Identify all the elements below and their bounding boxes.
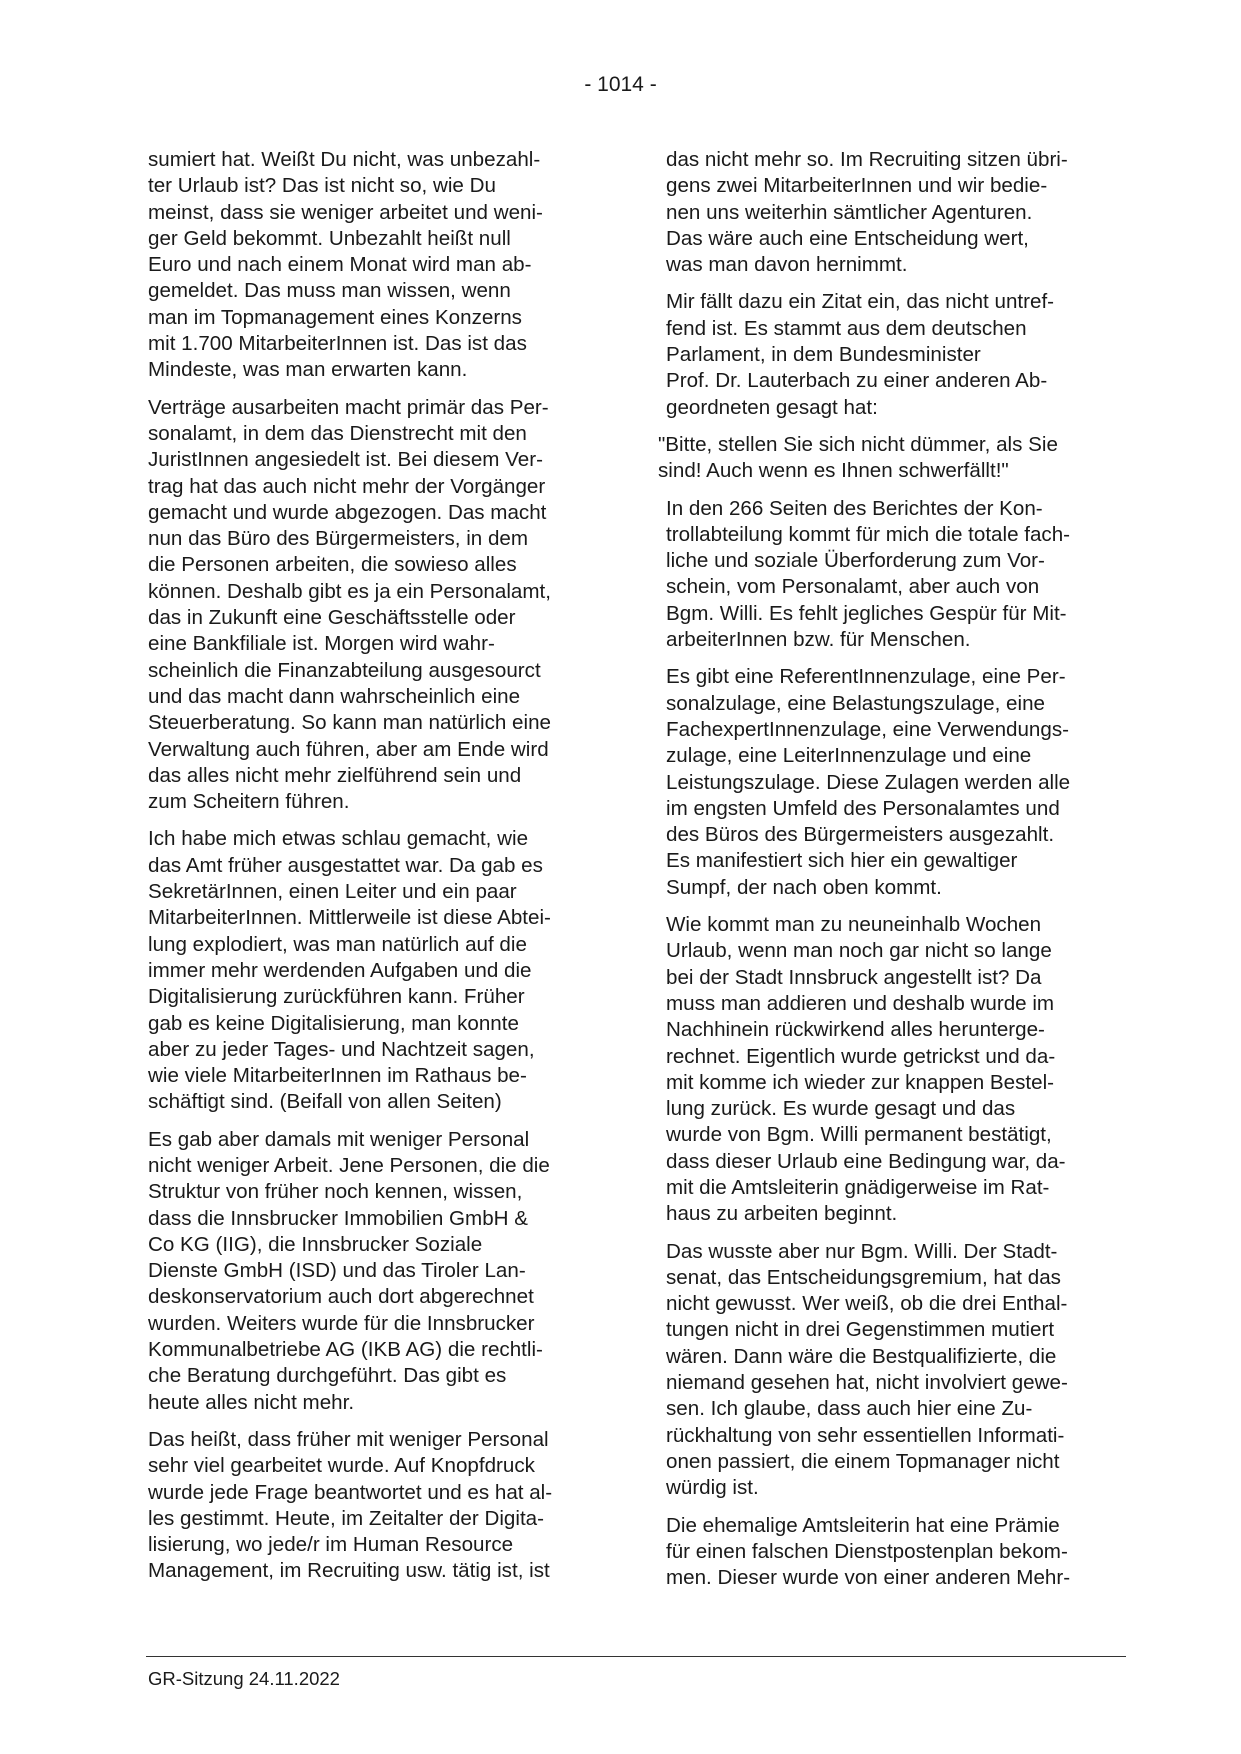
footer-divider — [146, 1656, 1126, 1657]
quotation: "Bitte, stellen Sie sich nicht dümmer, als Sie sind! Auch wenn es Ihnen schwerfällt!" — [658, 432, 1058, 483]
page-number: - 1014 - — [584, 73, 657, 96]
footer-session-date: GR-Sitzung 24.11.2022 — [148, 1668, 340, 1689]
paragraph: In den 266 Seiten des Berichtes der Kon- trollabteilung kommt für mich die totale fach- liche und soziale Überforderung zum Vor- schein, vom Personalamt, aber auch von Bgm. Willi. Es fehlt jegliches Gespür für Mit- arbeiterInnen bzw. für Menschen. — [666, 496, 1071, 652]
paragraph: Die ehemalige Amtsleiterin hat eine Prämie für einen falschen Dienstpostenplan bekom- men. Dieser wurde von einer anderen Mehr- — [666, 1513, 1071, 1590]
paragraph: Ich habe mich etwas schlau gemacht, wie das Amt früher ausgestattet war. Da gab es SekretärInnen, einen Leiter und ein paar MitarbeiterInnen. Mittlerweile ist diese Abtei- lung explodiert, was man natürlich auf die immer mehr werdenden Aufgaben und die Digitalisierung zurückführen kann. Früher gab es keine Digitalisierung, man konnte aber zu jeder Tages- und Nachtzeit sagen, wie viele MitarbeiterInnen im Rathaus be- schäftigt sind. (Beifall von allen Seiten) — [148, 827, 551, 1114]
paragraph: das nicht mehr so. Im Recruiting sitzen übri- gens zwei MitarbeiterInnen und wir bedie- nen uns weiterhin sämtlicher Agenturen. Das wäre auch eine Entscheidung wert, was man davon hernimmt. — [666, 148, 1068, 277]
paragraph: Mir fällt dazu ein Zitat ein, das nicht untref- fend ist. Es stammt aus dem deutschen Parlament, in dem Bundesminister Prof. Dr. Lauterbach zu einer anderen Ab- geordneten gesagt hat: — [666, 290, 1055, 419]
paragraph: Es gibt eine ReferentInnenzulage, eine Per- sonalzulage, eine Belastungszulage, eine FachexpertInnenzulage, eine Verwendungs- zulage, eine LeiterInnenzulage und eine Leistungszulage. Diese Zulagen werden alle im engsten Umfeld des Personalamtes und des Büros des Bürgermeisters ausgezahlt. Es manifestiert sich hier ein gewaltiger Sumpf, der nach oben kommt. — [666, 665, 1071, 899]
paragraph: Das heißt, dass früher mit weniger Personal sehr viel gearbeitet wurde. Auf Knopfdruck wurde jede Frage beantwortet und es hat al- les gestimmt. Heute, im Zeitalter der Digita- lisierung, wo jede/r im Human Resource Management, im Recruiting usw. tätig ist, ist — [148, 1427, 553, 1583]
right-column — [658, 147, 1124, 1602]
paragraph: Es gab aber damals mit weniger Personal nicht weniger Arbeit. Jene Personen, die die Struktur von früher noch kennen, wissen, dass die Innsbrucker Immobilien GmbH & Co KG (IIG), die Innsbrucker Soziale Dienste GmbH (ISD) und das Tiroler Lan- deskonservatorium auch dort abgerechnet wurden. Weiters wurde für die Innsbrucker Kommunalbetriebe AG (IKB AG) die rechtli- che Beratung durchgeführt. Das gibt es heute alles nicht mehr. — [148, 1127, 550, 1414]
paragraph: Wie kommt man zu neuneinhalb Wochen Urlaub, wenn man noch gar nicht so lange bei der Stadt Innsbruck angestellt ist? Da muss man addieren und deshalb wurde im Nachhinein rückwirkend alles herunterge- rechnet. Eigentlich wurde getrickst und da- mit komme ich wieder zur knappen Bestel- lung zurück. Es wurde gesagt und das wurde von Bgm. Willi permanent bestätigt, dass dieser Urlaub eine Bedingung war, da- mit die Amtsleiterin gnädigerweise im Rat- haus zu arbeiten beginnt. — [666, 913, 1066, 1226]
paragraph: Verträge ausarbeiten macht primär das Per- sonalamt, in dem das Dienstrecht mit den JuristInnen angesiedelt ist. Bei diesem Ver- trag hat das auch nicht mehr der Vorgänger gemacht und wurde abgezogen. Das macht nun das Büro des Bürgermeisters, in dem die Personen arbeiten, die sowieso alles können. Deshalb gibt es ja ein Personalamt, das in Zukunft eine Geschäftsstelle oder eine Bankfiliale ist. Morgen wird wahr- scheinlich die Finanzabteilung ausgesourct und das macht dann wahrscheinlich eine Steuerberatung. So kann man natürlich eine Verwaltung auch führen, aber am Ende wird das alles nicht mehr zielführend sein und zum Scheitern führen. — [148, 395, 551, 814]
paragraph: Das wusste aber nur Bgm. Willi. Der Stadt- senat, das Entscheidungsgremium, hat das nicht gewusst. Wer weiß, ob die drei Enthal- tungen nicht in drei Gegenstimmen mutiert wären. Dann wäre die Bestqualifizierte, die niemand gesehen hat, nicht involviert gewe- sen. Ich glaube, dass auch hier eine Zu- rückhaltung von sehr essentiellen Informati- onen passiert, die einem Topmanager nicht würdig ist. — [666, 1239, 1068, 1500]
left-column — [148, 147, 598, 1596]
paragraph: sumiert hat. Weißt Du nicht, was unbezahl- ter Urlaub ist? Das ist nicht so, wie Du meinst, dass sie weniger arbeitet und weni- ger Geld bekommt. Unbezahlt heißt null Euro und nach einem Monat wird man ab- gemeldet. Das muss man wissen, wenn man im Topmanagement eines Konzerns mit 1.700 MitarbeiterInnen ist. Das ist das Mindeste, was man erwarten kann. — [148, 148, 543, 382]
